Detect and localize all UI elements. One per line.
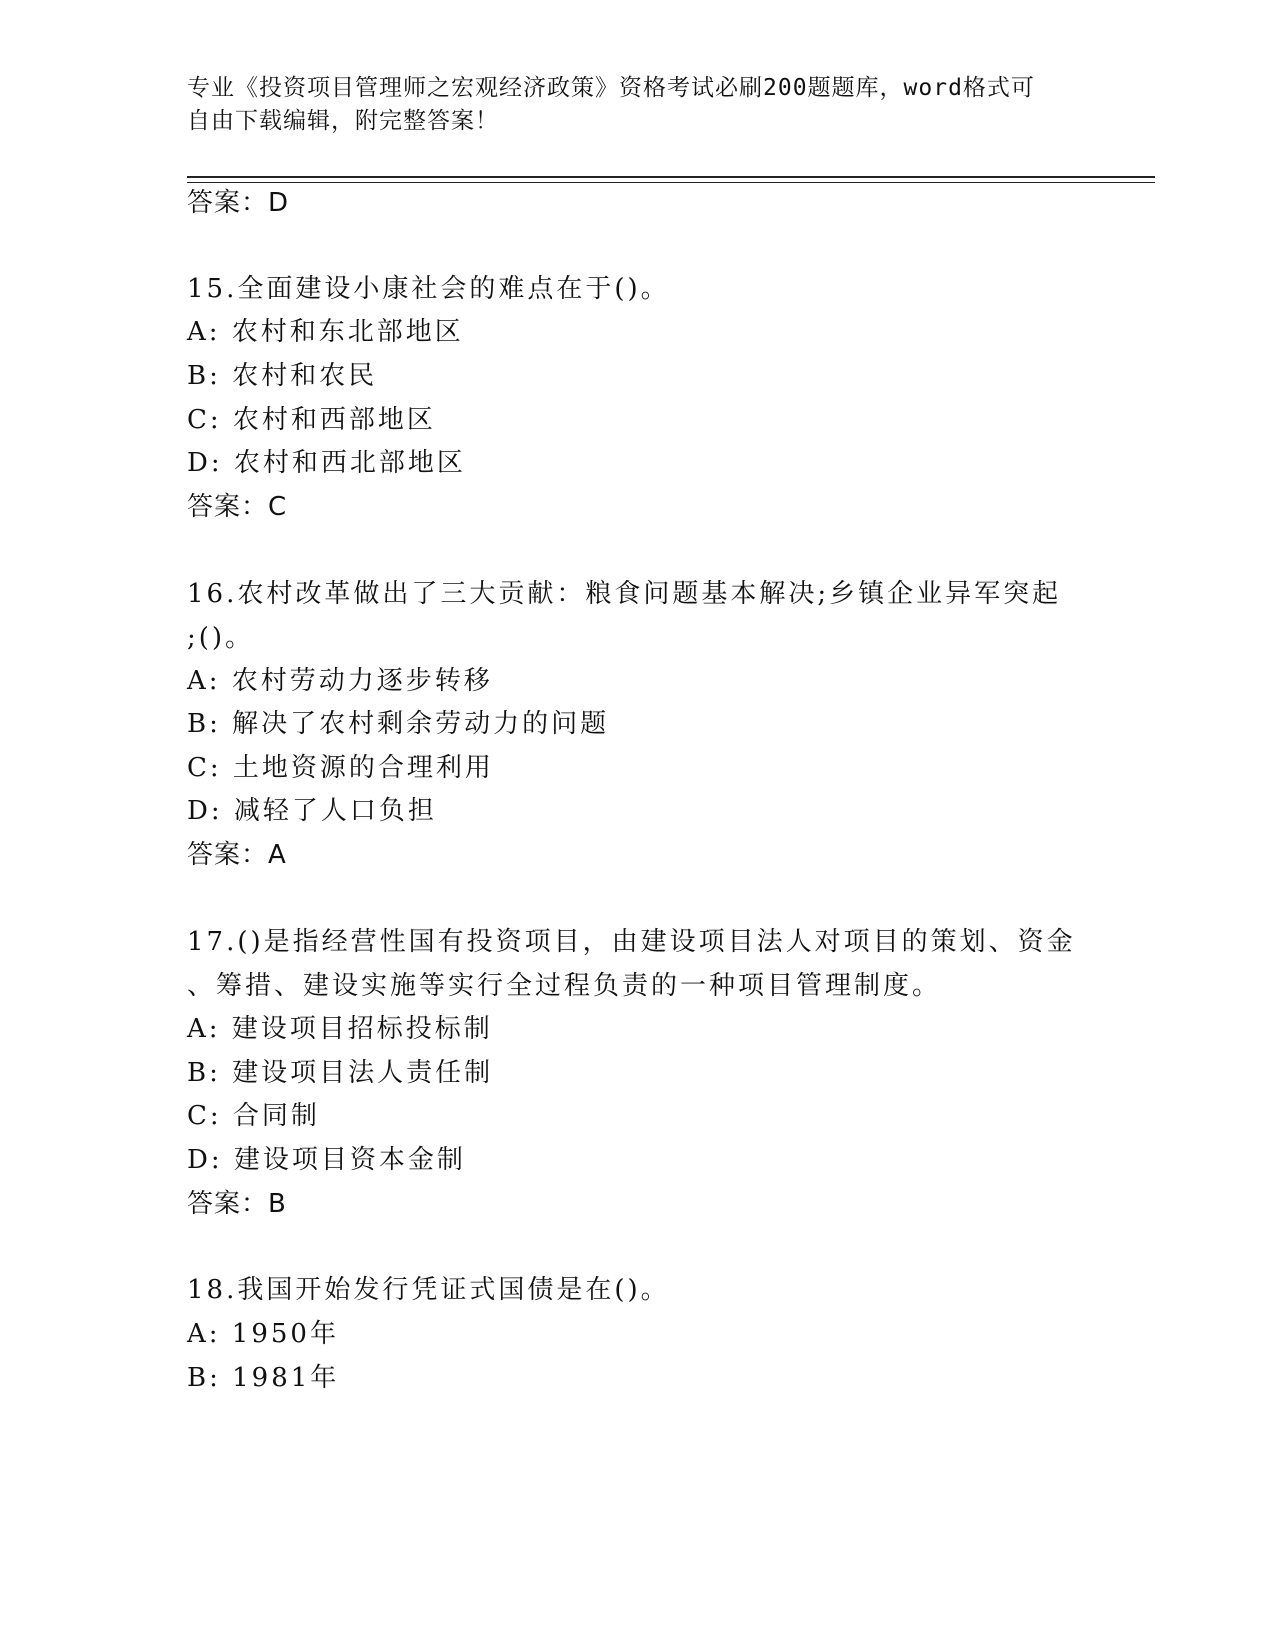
question-15-stem: 15.全面建设小康社会的难点在于()。 xyxy=(187,274,670,304)
question-17-option-a: A: 建设项目招标投标制 xyxy=(187,1014,493,1044)
question-16-option-c: C: 土地资源的合理利用 xyxy=(187,753,494,783)
question-16-answer: 答案：A xyxy=(187,840,287,870)
question-16-stem: 16.农村改革做出了三大贡献：粮食问题基本解决;乡镇企业异军突起 xyxy=(187,579,1062,609)
question-18-option-b: B: 1981年 xyxy=(187,1363,340,1393)
question-16-stem-continued: ;()。 xyxy=(187,623,255,653)
question-15-answer: 答案：C xyxy=(187,492,288,522)
header-divider xyxy=(187,176,1155,178)
question-16-option-d: D: 减轻了人口负担 xyxy=(187,796,437,826)
previous-answer: 答案：D xyxy=(187,188,290,218)
header-divider-thin xyxy=(187,182,1155,183)
question-15-option-b: B: 农村和农民 xyxy=(187,361,378,391)
question-15-option-d: D: 农村和西北部地区 xyxy=(187,448,466,478)
question-16-option-b: B: 解决了农村剩余劳动力的问题 xyxy=(187,709,610,739)
header-line-1: 专业《投资项目管理师之宏观经济政策》资格考试必刷200题题库，word格式可 xyxy=(187,75,1035,101)
question-17-option-d: D: 建设项目资本金制 xyxy=(187,1145,466,1175)
question-17-option-c: C: 合同制 xyxy=(187,1101,320,1131)
question-17-answer: 答案：B xyxy=(187,1189,287,1219)
question-17-stem-continued: 、筹措、建设实施等实行全过程负责的一种项目管理制度。 xyxy=(187,971,942,1001)
question-18-stem: 18.我国开始发行凭证式国债是在()。 xyxy=(187,1275,670,1305)
question-17-option-b: B: 建设项目法人责任制 xyxy=(187,1058,494,1088)
document-header xyxy=(187,72,1087,138)
question-15-option-c: C: 农村和西部地区 xyxy=(187,405,436,435)
question-18-option-a: A: 1950年 xyxy=(187,1319,339,1349)
question-16-option-a: A: 农村劳动力逐步转移 xyxy=(187,666,493,696)
question-17-stem: 17.()是指经营性国有投资项目，由建设项目法人对项目的策划、资金 xyxy=(187,927,1076,957)
question-15-option-a: A: 农村和东北部地区 xyxy=(187,317,464,347)
header-line-2: 自由下载编辑，附完整答案！ xyxy=(187,108,499,134)
